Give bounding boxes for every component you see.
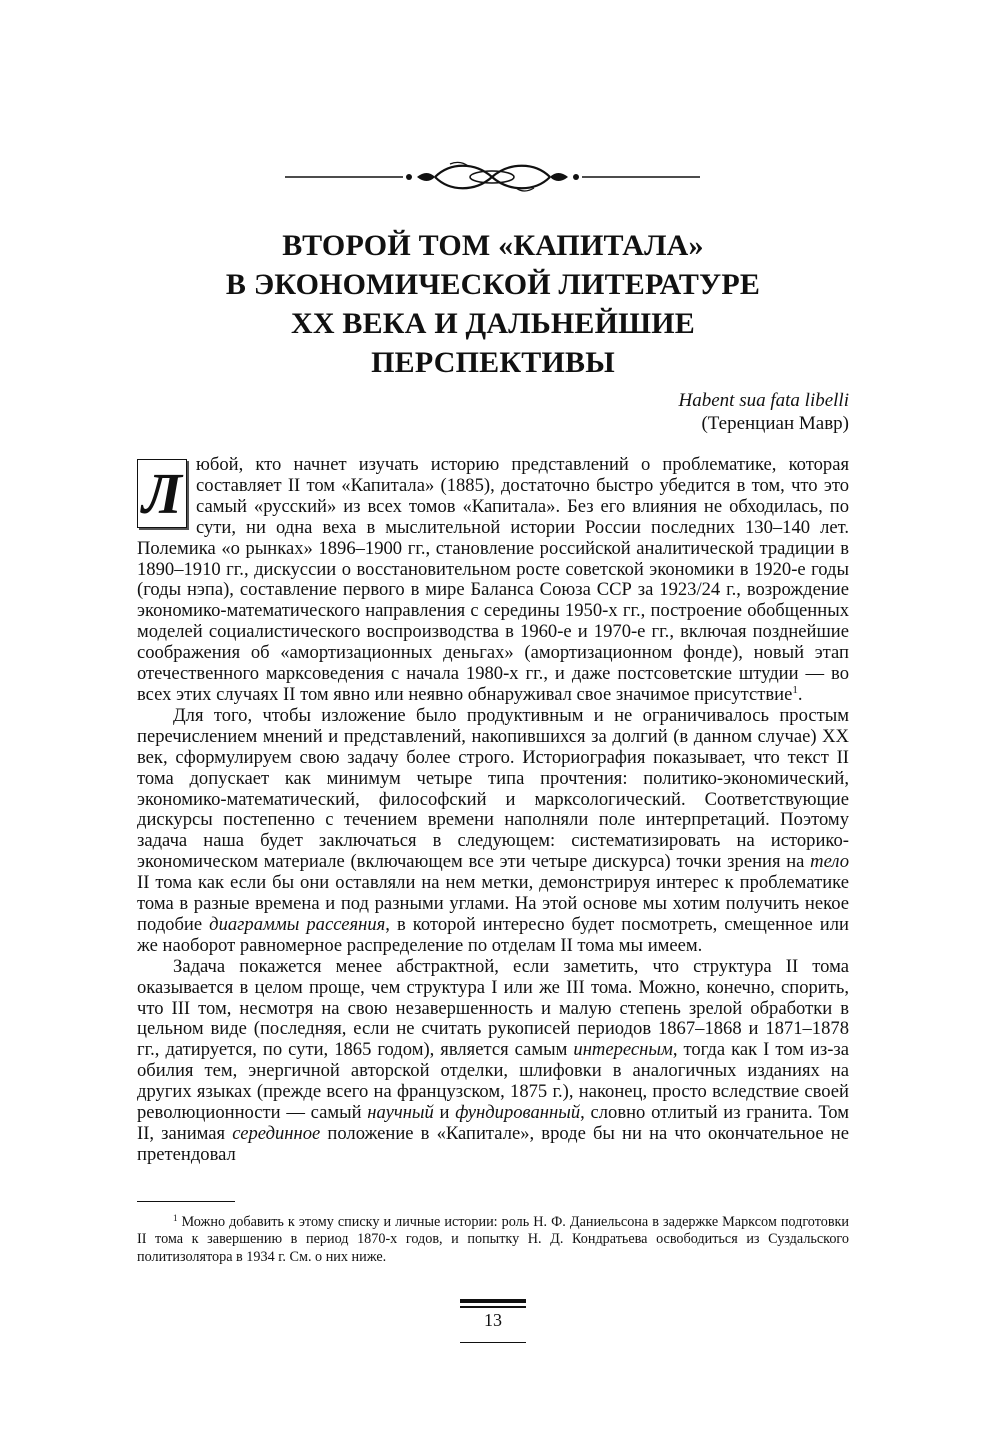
footnote-reference: 1: [792, 683, 798, 696]
paragraph-1-end: .: [797, 683, 803, 705]
paragraph-2-text-e: , в которой интересно будет посмотреть, смещенное или же наоборот равномерное распределение по отделам II тома мы имеем.: [137, 913, 849, 956]
paragraph-2-text-a: Для того, чтобы изложение было продуктивным и не ограничивалось простым перечислением мнений и представлений, накопившихся за долгий (в данном случае) ХХ век, сформулируем свою задачу более строго. Историография показывает, что текст II тома допускает как минимум четыре типа прочтения: политико-экономический, экономико-математический, философский и марксологический. Соответствующие дискурсы постепенно с течением времени наполняли поле интерпретаций. Поэтому задача наша будет заключаться в следующем: систематизировать на историко-экономическом материале (включающем все эти четыре дискурса) точки зрения на: [137, 704, 849, 873]
emphasis-interesting: интересным: [573, 1039, 673, 1061]
emphasis-scientific: научный: [367, 1102, 434, 1124]
paragraph-2: [137, 706, 849, 957]
ornament-divider: [285, 160, 700, 194]
paragraph-3-text-g: , словно отлитый из гранита. Том II, занимая: [137, 1102, 850, 1144]
footnote-number: 1: [173, 1213, 178, 1223]
footnote-body: Можно добавить к этому списку и личные истории: роль Н. Ф. Даниельсона в задержке Марксом подготовки II тома к завершению в период 1870-х годов, и попытку Н. Д. Кондратьева освободиться из Суздальского политизолятора в 1934 г. См. о них ниже.: [137, 1214, 849, 1265]
page-bar-thick: [460, 1299, 526, 1303]
paragraph-1-text: юбой, кто начнет изучать историю представлений о проблематике, которая составляет II том «Капитала» (1885), достаточно быстро убедится в том, что это самый «русский» из всех томов «Капитала». Без его влияния не обходилась, по сути, ни одна веха в мыслительной истории России последних 130–140 лет. Полемика «о рынках» 1896–1900 гг., становление российской аналитической традиции в 1890–1910 гг., дискуссии о восстановительном росте советской экономики в 1920-е годы (годы нэпа), составление первого в мире Баланса Союза ССР за 1923/24 г., возрождение экономико-математического направления с середины 1950-х гг., построение обобщенных моделей социалистического воспроизводства в 1960-е и 1970-е гг., включая позднейшие соображения об «амортизационных деньгах» (амортизационном фонде), новый этап отечественного марксоведения с начала 1980-х гг., и даже постсоветские штудии — во всех этих случаях II том явно или неявно обнаруживал свое значимое присутствие: [137, 454, 849, 705]
title-line-2: В ЭКОНОМИЧЕСКОЙ ЛИТЕРАТУРЕ: [225, 268, 761, 301]
title-line-4: ПЕРСПЕКТИВЫ: [371, 346, 615, 379]
paragraph-3: [137, 957, 849, 1166]
emphasis-body: тело: [810, 851, 849, 873]
emphasis-middle: серединное: [232, 1123, 321, 1144]
emphasis-founded: фундированный: [455, 1102, 581, 1124]
paragraph-3-text-a: Задача покажется менее абстрактной, если заметить, что структура II тома оказывается в целом проще, чем структура I или же III тома. Можно, конечно, спорить, что III том, несмотря на свою незавершенность и малую степень зрелой обработки в цельном виде (последняя, если не считать рукописей периодов 1867–1868 и 1871–1878 гг., датируется, по сути, 1865 годом), является самым: [137, 955, 849, 1061]
emphasis-scatter-diagram: диаграммы рассеяния: [209, 913, 386, 935]
article-body: [137, 455, 849, 1166]
title-line-1: ВТОРОЙ ТОМ «КАПИТАЛА»: [282, 229, 704, 262]
paragraph-3-text-e: и: [433, 1102, 456, 1124]
epigraph-quote: Habent sua fata libelli: [678, 390, 849, 411]
footnote: [137, 1214, 849, 1266]
footnote-divider: [137, 1201, 235, 1202]
article-title: [130, 226, 856, 382]
footnote-text: [137, 1214, 849, 1266]
page-bar-bottom: [460, 1342, 526, 1343]
epigraph-author: (Теренциан Мавр): [701, 413, 849, 434]
paragraph-3-text-c: , тогда как I том из-за обилия тем, энергичной авторской отделки, шлифовки в аналогичных изданиях на других языках (прежде всего на французском, 1875 г.), наконец, просто вследствие своей революционности — самый: [137, 1039, 849, 1124]
title-line-3: ХХ ВЕКА И ДАЛЬНЕЙШИЕ: [290, 307, 696, 340]
paragraph-1: [137, 455, 849, 706]
paragraph-2-text-c: II тома как если бы они оставляли на нем метки, демонстрируя интерес к проблематике тома в разные времена и под разными углами. На этой основе мы хотим получить некое подобие: [137, 872, 849, 935]
page-number: 13: [484, 1310, 502, 1330]
paragraph-3-text-i: положение в «Капитале», вроде бы ни на что окончательное не претендовал: [137, 1123, 849, 1165]
epigraph: [679, 389, 849, 435]
drop-cap: Л: [137, 459, 187, 528]
